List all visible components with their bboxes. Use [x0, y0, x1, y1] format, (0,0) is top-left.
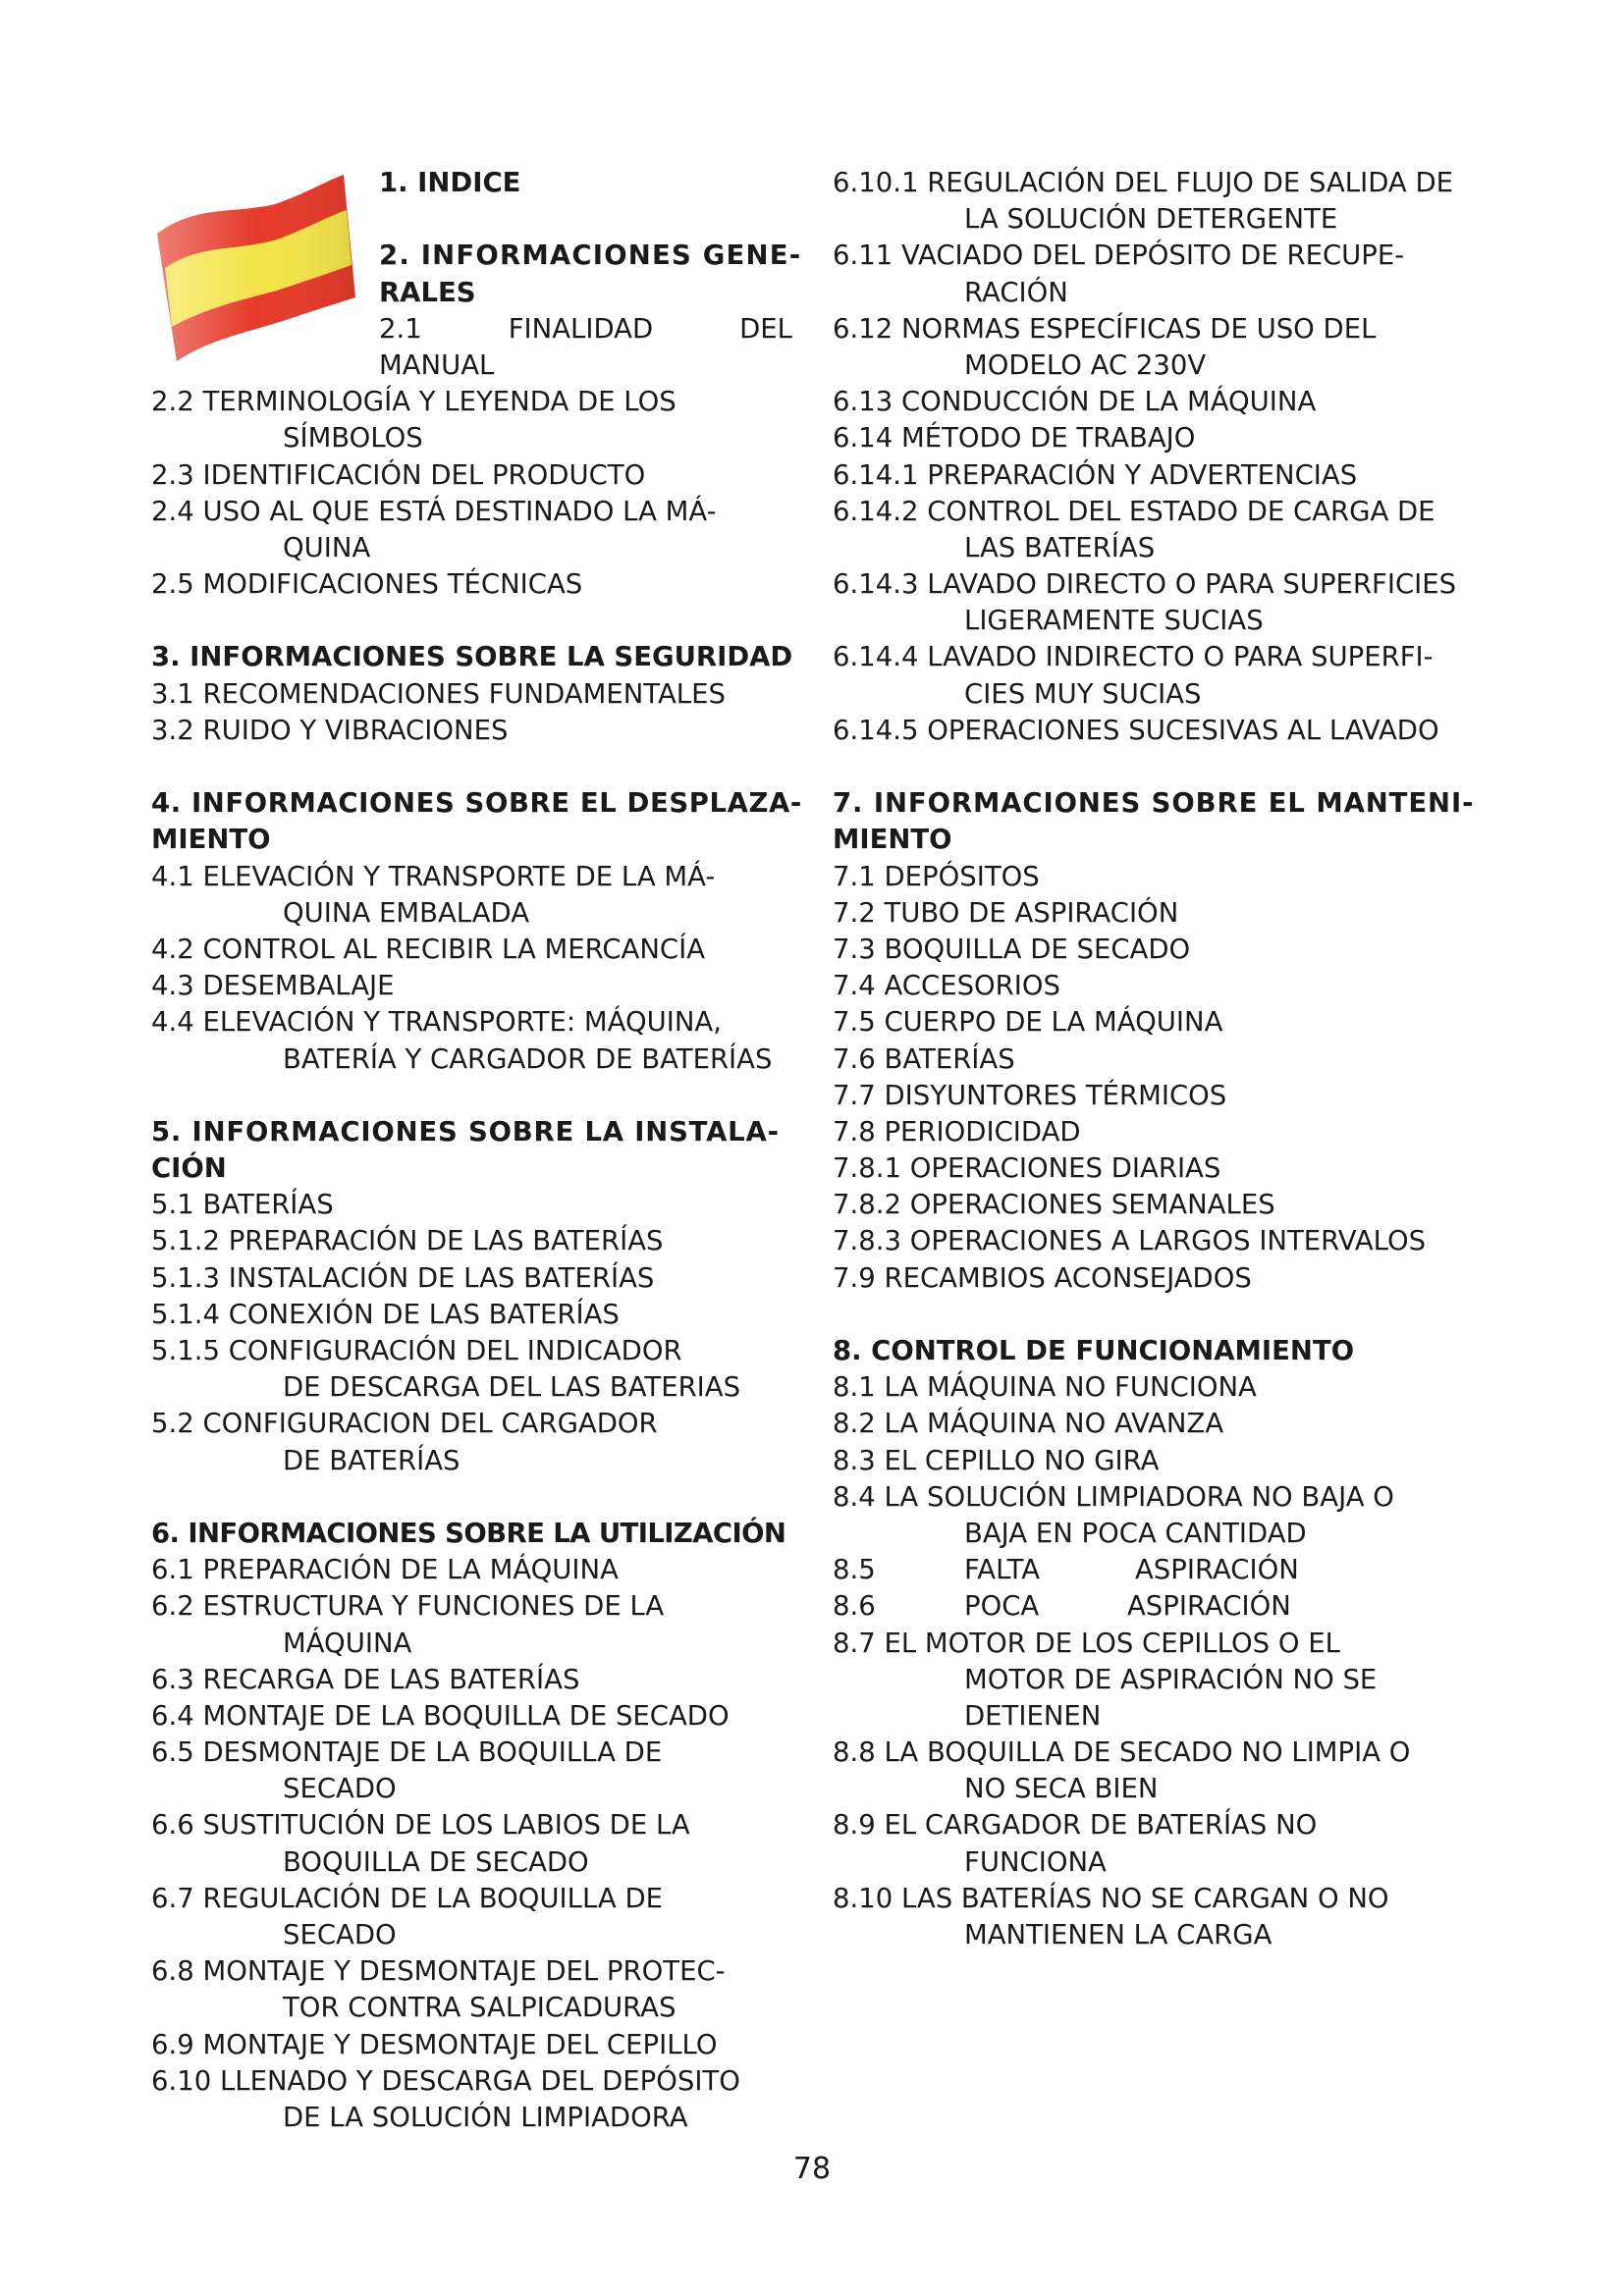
spacer: [151, 1479, 804, 1516]
toc-item-2-1[interactable]: [151, 311, 804, 347]
toc-item-6-6[interactable]: 6.6 SUSTITUCIÓN DE LOS LABIOS DE LA: [151, 1809, 690, 1842]
toc-item-6-7-cont[interactable]: SECADO: [283, 1919, 397, 1950]
toc-item-7-8[interactable]: 7.8 PERIODICIDAD: [833, 1115, 1081, 1148]
toc-item-7-8-2[interactable]: 7.8.2 OPERACIONES SEMANALES: [833, 1189, 1275, 1221]
spacer: [833, 1297, 1486, 1333]
toc-item-8-4[interactable]: 8.4 LA SOLUCIÓN LIMPIADORA NO BAJA O: [833, 1480, 1394, 1513]
toc-item-2-1-num: 2.1: [379, 312, 422, 345]
toc-item-7-8-1[interactable]: 7.8.1 OPERACIONES DIARIAS: [833, 1152, 1221, 1185]
toc-item-6-5[interactable]: 6.5 DESMONTAJE DE LA BOQUILLA DE: [151, 1736, 663, 1769]
toc-item-8-1[interactable]: 8.1 LA MÁQUINA NO FUNCIONA: [833, 1371, 1257, 1404]
toc-item-5-1-5-cont[interactable]: DE DESCARGA DEL LAS BATERIAS: [283, 1371, 741, 1404]
toc-item-7-8-3[interactable]: 7.8.3 OPERACIONES A LARGOS INTERVALOS: [833, 1225, 1427, 1257]
toc-item-4-1-cont[interactable]: QUINA EMBALADA: [283, 896, 530, 929]
toc-item-6-14-3[interactable]: 6.14.3 LAVADO DIRECTO O PARA SUPERFICIES: [833, 568, 1457, 601]
toc-item-5-1-3[interactable]: 5.1.3 INSTALACIÓN DE LAS BATERÍAS: [151, 1261, 655, 1294]
toc-item-6-14-2[interactable]: 6.14.2 CONTROL DEL ESTADO DE CARGA DE: [833, 495, 1435, 527]
toc-item-7-2[interactable]: 7.2 TUBO DE ASPIRACIÓN: [833, 896, 1179, 929]
toc-right-column: [833, 165, 1486, 1953]
toc-item-7-5[interactable]: 7.5 CUERPO DE LA MÁQUINA: [833, 1006, 1223, 1039]
toc-item-5-1-2[interactable]: 5.1.2 PREPARACIÓN DE LAS BATERÍAS: [151, 1225, 664, 1257]
toc-item-8-9-cont[interactable]: FUNCIONA: [964, 1845, 1107, 1878]
toc-heading-7-cont[interactable]: MIENTO: [833, 824, 952, 856]
toc-item-2-4[interactable]: 2.4 USO AL QUE ESTÁ DESTINADO LA MÁ-: [151, 495, 717, 527]
toc-item-6-2[interactable]: 6.2 ESTRUCTURA Y FUNCIONES DE LA: [151, 1590, 665, 1623]
toc-heading-5[interactable]: 5. INFORMACIONES SOBRE LA INSTALA-: [151, 1115, 780, 1148]
toc-item-6-5-cont[interactable]: SECADO: [283, 1773, 397, 1805]
toc-heading-2-cont[interactable]: RALES: [379, 276, 476, 308]
toc-left-column: [151, 165, 804, 2136]
toc-item-5-1-5[interactable]: 5.1.5 CONFIGURACIÓN DEL INDICADOR: [151, 1335, 682, 1366]
toc-item-6-10-1[interactable]: 6.10.1 REGULACIÓN DEL FLUJO DE SALIDA DE: [833, 167, 1453, 198]
toc-item-6-12-cont[interactable]: MODELO AC 230V: [964, 348, 1207, 381]
toc-item-8-7[interactable]: 8.7 EL MOTOR DE LOS CEPILLOS O EL: [833, 1627, 1340, 1659]
toc-item-6-14-2-cont[interactable]: LAS BATERÍAS: [964, 531, 1156, 563]
toc-item-2-1-word1: FINALIDAD: [508, 312, 654, 345]
toc-item-8-5-num: 8.5: [833, 1554, 876, 1586]
toc-item-2-2[interactable]: 2.2 TERMINOLOGÍA Y LEYENDA DE LOS: [151, 386, 677, 418]
toc-item-5-2[interactable]: 5.2 CONFIGURACION DEL CARGADOR: [151, 1408, 658, 1440]
toc-item-7-6[interactable]: 7.6 BATERÍAS: [833, 1042, 1015, 1075]
toc-item-8-8-cont[interactable]: NO SECA BIEN: [964, 1773, 1159, 1805]
toc-item-6-13[interactable]: 6.13 CONDUCCIÓN DE LA MÁQUINA: [833, 386, 1317, 418]
toc-item-7-3[interactable]: 7.3 BOQUILLA DE SECADO: [833, 933, 1191, 965]
toc-item-8-6-word2: ASPIRACIÓN: [1127, 1590, 1291, 1623]
toc-item-5-2-cont[interactable]: DE BATERÍAS: [283, 1444, 460, 1476]
toc-item-7-9[interactable]: 7.9 RECAMBIOS ACONSEJADOS: [833, 1261, 1252, 1294]
toc-item-6-14-3-cont[interactable]: LIGERAMENTE SUCIAS: [964, 605, 1264, 637]
toc-item-6-3[interactable]: 6.3 RECARGA DE LAS BATERÍAS: [151, 1663, 580, 1695]
toc-heading-4[interactable]: 4. INFORMACIONES SOBRE EL DESPLAZA-: [151, 787, 802, 820]
toc-item-6-9[interactable]: 6.9 MONTAJE Y DESMONTAJE DEL CEPILLO: [151, 2028, 718, 2060]
toc-item-6-10-cont[interactable]: DE LA SOLUCIÓN LIMPIADORA: [283, 2101, 688, 2133]
toc-item-7-1[interactable]: 7.1 DEPÓSITOS: [833, 860, 1040, 892]
spacer: [151, 603, 804, 639]
toc-item-8-8[interactable]: 8.8 LA BOQUILLA DE SECADO NO LIMPIA O: [833, 1736, 1411, 1769]
toc-item-8-4-cont[interactable]: BAJA EN POCA CANTIDAD: [964, 1517, 1307, 1549]
toc-item-6-14-4-cont[interactable]: CIES MUY SUCIAS: [964, 677, 1202, 710]
spacer: [833, 749, 1486, 785]
toc-item-7-4[interactable]: 7.4 ACCESORIOS: [833, 970, 1061, 1002]
toc-heading-5-cont[interactable]: CIÓN: [151, 1152, 227, 1185]
toc-heading-6[interactable]: 6. INFORMACIONES SOBRE LA UTILIZACIÓN: [151, 1517, 786, 1549]
toc-heading-3[interactable]: 3. INFORMACIONES SOBRE LA SEGURIDAD: [151, 641, 793, 673]
toc-item-6-12[interactable]: 6.12 NORMAS ESPECÍFICAS DE USO DEL: [833, 312, 1377, 345]
toc-item-6-6-cont[interactable]: BOQUILLA DE SECADO: [283, 1845, 589, 1878]
toc-item-6-11[interactable]: 6.11 VACIADO DEL DEPÓSITO DE RECUPE-: [833, 240, 1405, 272]
toc-item-6-14-4[interactable]: 6.14.4 LAVADO INDIRECTO O PARA SUPERFI-: [833, 641, 1434, 673]
toc-item-5-1-4[interactable]: 5.1.4 CONEXIÓN DE LAS BATERÍAS: [151, 1298, 620, 1330]
toc-item-8-6-num: 8.6: [833, 1590, 876, 1623]
toc-item-6-11-cont[interactable]: RACIÓN: [964, 276, 1068, 308]
toc-item-4-4[interactable]: 4.4 ELEVACIÓN Y TRANSPORTE: MÁQUINA,: [151, 1006, 722, 1039]
toc-item-8-3[interactable]: 8.3 EL CEPILLO NO GIRA: [833, 1444, 1160, 1476]
toc-item-2-5[interactable]: 2.5 MODIFICACIONES TÉCNICAS: [151, 568, 583, 601]
toc-item-8-7-cont[interactable]: MOTOR DE ASPIRACIÓN NO SE: [964, 1663, 1378, 1695]
toc-item-2-1-word2: DEL: [739, 312, 792, 345]
toc-item-2-3[interactable]: 2.3 IDENTIFICACIÓN DEL PRODUCTO: [151, 458, 646, 491]
toc-item-6-4[interactable]: 6.4 MONTAJE DE LA BOQUILLA DE SECADO: [151, 1699, 730, 1732]
toc-item-8-6[interactable]: [833, 1588, 1486, 1625]
toc-item-3-1[interactable]: 3.1 RECOMENDACIONES FUNDAMENTALES: [151, 677, 726, 710]
toc-item-4-4-cont[interactable]: BATERÍA Y CARGADOR DE BATERÍAS: [283, 1042, 773, 1075]
toc-item-8-5[interactable]: [833, 1552, 1486, 1588]
toc-item-6-10-1-cont[interactable]: LA SOLUCIÓN DETERGENTE: [964, 203, 1338, 236]
toc-item-8-10[interactable]: 8.10 LAS BATERÍAS NO SE CARGAN O NO: [833, 1882, 1389, 1914]
toc-item-2-1-cont[interactable]: MANUAL: [379, 348, 495, 381]
toc-item-2-4-cont[interactable]: QUINA: [283, 531, 371, 563]
toc-item-8-7-cont2[interactable]: DETIENEN: [964, 1699, 1102, 1732]
toc-item-8-10-cont[interactable]: MANTIENEN LA CARGA: [964, 1919, 1272, 1950]
toc-item-8-9[interactable]: 8.9 EL CARGADOR DE BATERÍAS NO: [833, 1809, 1318, 1842]
toc-item-6-14[interactable]: 6.14 MÉTODO DE TRABAJO: [833, 422, 1196, 454]
toc-item-7-7[interactable]: 7.7 DISYUNTORES TÉRMICOS: [833, 1079, 1227, 1111]
page-number: 78: [792, 2152, 832, 2186]
toc-item-3-2[interactable]: 3.2 RUIDO Y VIBRACIONES: [151, 714, 509, 746]
toc-heading-4-cont[interactable]: MIENTO: [151, 824, 271, 856]
toc-item-6-2-cont[interactable]: MÁQUINA: [283, 1627, 412, 1659]
toc-item-6-10[interactable]: 6.10 LLENADO Y DESCARGA DEL DEPÓSITO: [151, 2064, 740, 2097]
toc-item-2-2-cont[interactable]: SÍMBOLOS: [283, 422, 423, 454]
spacer: [151, 749, 804, 785]
spacer: [151, 201, 804, 238]
toc-item-8-5-word2: ASPIRACIÓN: [1135, 1554, 1299, 1586]
toc-item-6-14-5[interactable]: 6.14.5 OPERACIONES SUCESIVAS AL LAVADO: [833, 714, 1439, 746]
toc-item-5-1[interactable]: 5.1 BATERÍAS: [151, 1189, 334, 1221]
toc-heading-2[interactable]: 2. INFORMACIONES GENE-: [379, 240, 802, 272]
toc-item-6-1[interactable]: 6.1 PREPARACIÓN DE LA MÁQUINA: [151, 1554, 619, 1586]
toc-item-4-2[interactable]: 4.2 CONTROL AL RECIBIR LA MERCANCÍA: [151, 933, 706, 965]
toc-item-6-8[interactable]: 6.8 MONTAJE Y DESMONTAJE DEL PROTEC-: [151, 1955, 726, 1988]
toc-heading-8[interactable]: 8. CONTROL DE FUNCIONAMIENTO: [833, 1335, 1355, 1366]
toc-item-8-2[interactable]: 8.2 LA MÁQUINA NO AVANZA: [833, 1408, 1224, 1440]
toc-item-8-6-word1: POCA: [964, 1590, 1040, 1623]
toc-item-8-5-word1: FALTA: [964, 1554, 1041, 1586]
toc-item-4-1[interactable]: 4.1 ELEVACIÓN Y TRANSPORTE DE LA MÁ-: [151, 860, 716, 892]
toc-heading-1[interactable]: 1. INDICE: [379, 167, 521, 198]
toc-item-6-7[interactable]: 6.7 REGULACIÓN DE LA BOQUILLA DE: [151, 1882, 664, 1914]
spacer: [151, 1078, 804, 1114]
toc-item-4-3[interactable]: 4.3 DESEMBALAJE: [151, 970, 395, 1002]
toc-item-6-8-cont[interactable]: TOR CONTRA SALPICADURAS: [283, 1992, 677, 2024]
toc-item-6-14-1[interactable]: 6.14.1 PREPARACIÓN Y ADVERTENCIAS: [833, 458, 1358, 491]
toc-heading-7[interactable]: 7. INFORMACIONES SOBRE EL MANTENI-: [833, 787, 1475, 820]
